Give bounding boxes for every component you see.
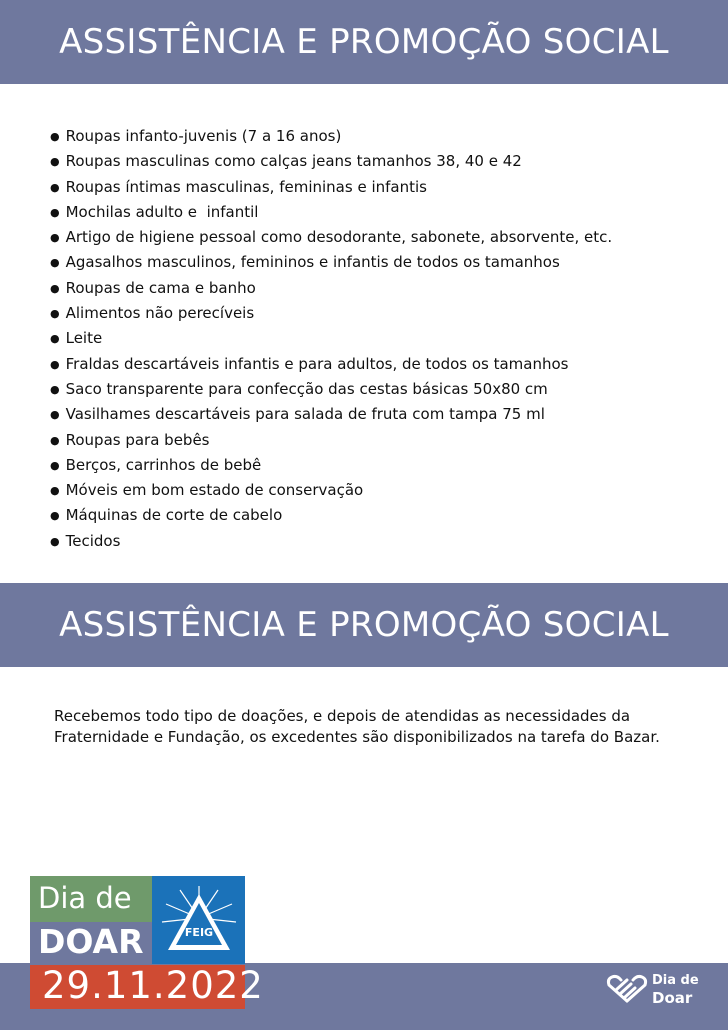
dia-de-doar-line1: Dia de xyxy=(652,973,699,988)
section-title-1: ASSISTÊNCIA E PROMOÇÃO SOCIAL xyxy=(59,22,669,62)
list-item-text: Saco transparente para confecção das cestas básicas 50x80 cm xyxy=(65,379,548,398)
logo-doar-text: DOAR xyxy=(38,922,144,961)
list-item xyxy=(50,326,612,351)
bullet-icon: ● xyxy=(50,484,60,498)
list-item xyxy=(50,124,612,149)
bullet-icon: ● xyxy=(50,433,60,447)
list-item xyxy=(50,200,612,225)
bullet-icon: ● xyxy=(50,281,60,295)
list-item-text: Tecidos xyxy=(65,531,121,550)
list-item-text: Artigo de higiene pessoal como desodorante, sabonete, absorvente, etc. xyxy=(65,228,613,247)
list-item xyxy=(50,225,612,250)
bullet-icon: ● xyxy=(50,231,60,245)
bullet-icon: ● xyxy=(50,256,60,270)
list-item-text: Leite xyxy=(65,329,103,348)
donations-paragraph: Recebemos todo tipo de doações, e depois de atendidas as necessidades da Fraternidade e Fundação, os excedentes são disponibilizados na tarefa do Bazar. xyxy=(54,707,660,746)
feig-triangle-icon xyxy=(160,884,238,958)
list-item xyxy=(50,428,612,453)
list-item-text: Roupas íntimas masculinas, femininas e infantis xyxy=(65,177,427,196)
list-item xyxy=(50,250,612,275)
bullet-icon: ● xyxy=(50,509,60,523)
bullet-icon: ● xyxy=(50,408,60,422)
list-item xyxy=(50,175,612,200)
bullet-icon: ● xyxy=(50,332,60,346)
dia-de-doar-line2: Doar xyxy=(652,989,693,1007)
list-item-text: Roupas infanto-juvenis (7 a 16 anos) xyxy=(65,127,342,145)
list-item-text: Móveis em bom estado de conservação xyxy=(65,481,364,500)
bullet-icon: ● xyxy=(50,155,60,169)
section-banner-2 xyxy=(0,583,728,667)
list-item xyxy=(50,276,612,301)
list-item xyxy=(50,301,612,326)
list-item xyxy=(50,503,612,528)
list-item xyxy=(50,478,612,503)
list-item-text: Máquinas de corte de cabelo xyxy=(65,506,283,525)
list-item-text: Roupas de cama e banho xyxy=(65,278,256,297)
section-title-2: ASSISTÊNCIA E PROMOÇÃO SOCIAL xyxy=(59,605,669,645)
list-item xyxy=(50,402,612,427)
list-item-text: Fraldas descartáveis infantis e para adultos, de todos os tamanhos xyxy=(65,354,569,373)
logo-date-text: 29.11.2022 xyxy=(42,964,264,1007)
list-item xyxy=(50,377,612,402)
list-item-text: Vasilhames descartáveis para salada de fruta com tampa 75 ml xyxy=(65,405,545,424)
list-item xyxy=(50,352,612,377)
list-item xyxy=(50,149,612,174)
bullet-icon: ● xyxy=(50,458,60,472)
section-banner-1 xyxy=(0,0,728,84)
bullet-icon: ● xyxy=(50,130,60,143)
list-item xyxy=(50,529,612,554)
bullet-icon: ● xyxy=(50,382,60,396)
feig-emblem-text: FEIG xyxy=(184,926,214,939)
list-item-text: Berços, carrinhos de bebê xyxy=(65,455,262,474)
list-item-text: Roupas masculinas como calças jeans tamanhos 38, 40 e 42 xyxy=(65,152,522,171)
bullet-icon: ● xyxy=(50,357,60,371)
donation-items-list xyxy=(50,124,612,554)
bullet-icon: ● xyxy=(50,307,60,321)
list-item xyxy=(50,453,612,478)
list-item-text: Agasalhos masculinos, femininos e infantis de todos os tamanhos xyxy=(65,253,560,272)
dia-de-doar-heart-icon xyxy=(605,973,649,1005)
list-item-text: Roupas para bebês xyxy=(65,430,210,449)
bullet-icon: ● xyxy=(50,180,60,194)
bullet-icon: ● xyxy=(50,534,60,548)
list-item-text: Mochilas adulto e infantil xyxy=(65,202,259,221)
list-item-text: Alimentos não perecíveis xyxy=(65,304,255,323)
logo-dia-de-text: Dia de xyxy=(38,881,132,915)
bullet-icon: ● xyxy=(50,205,60,219)
